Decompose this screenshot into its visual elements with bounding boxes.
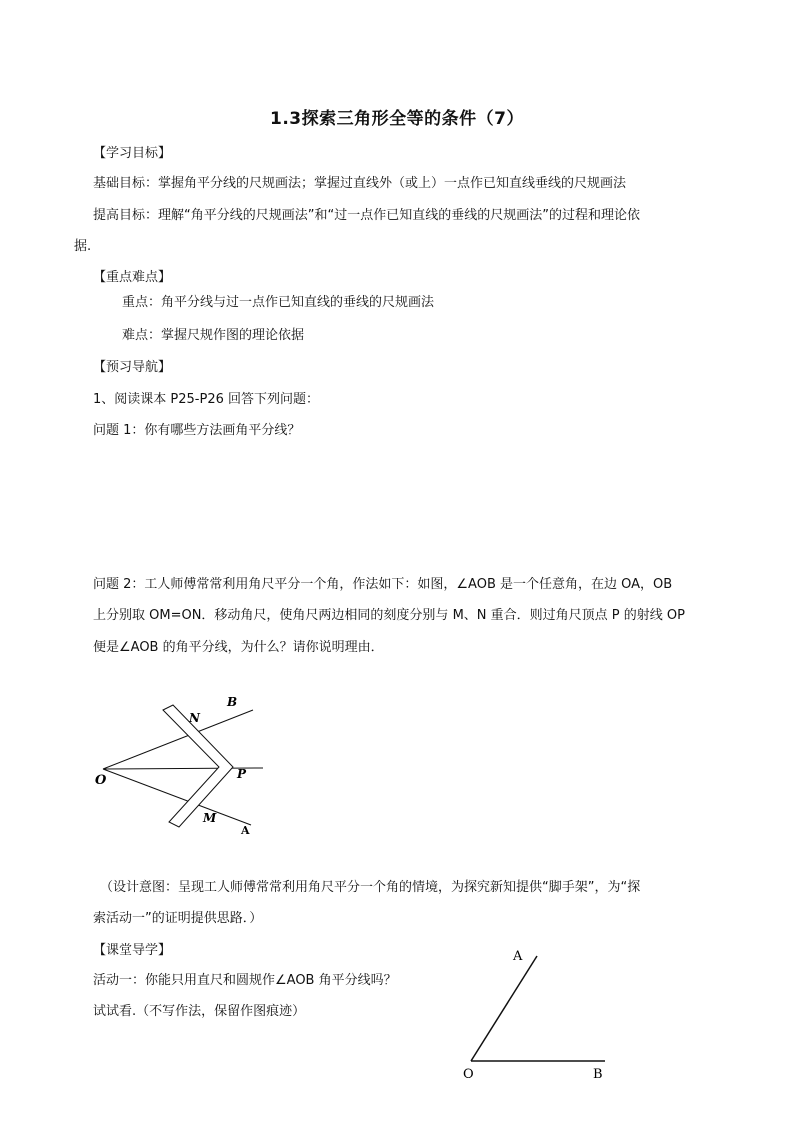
question-2-line3: 便是∠AOB 的角平分线，为什么？请你说明理由． [93, 640, 384, 655]
question-2-line1: 问题 2：工人师傅常常利用角尺平分一个角，作法如下：如图，∠AOB 是一个任意角，在边 OA，OB [93, 577, 673, 592]
angle-aob-figure [455, 940, 615, 1085]
question-2-line2: 上分别取 OM=ON．移动角尺，使角尺两边相同的刻度分别与 M、N 重合．则过角尺顶点 P 的射线 OP [93, 608, 685, 623]
fig2-label-b: B [593, 1067, 603, 1082]
activity-1: 活动一：你能只用直尺和圆规作∠AOB 角平分线吗？ [93, 973, 397, 988]
difficult-point: 难点：掌握尺规作图的理论依据 [122, 328, 305, 343]
activity-instruction: 试试看.（不写作法，保留作图痕迹） [93, 1004, 306, 1019]
key-points-heading: 【重点难点】 [93, 270, 172, 285]
angle-square-figure [85, 688, 285, 848]
preview-heading: 【预习导航】 [93, 360, 172, 375]
label-n: N [189, 711, 200, 725]
classroom-heading: 【课堂导学】 [93, 943, 172, 958]
label-b: B [227, 695, 238, 709]
label-p: P [237, 767, 247, 781]
key-point: 重点：角平分线与过一点作已知直线的垂线的尺规画法 [122, 295, 435, 310]
preview-item-1: 1、阅读课本 P25-P26 回答下列问题： [93, 392, 319, 407]
basic-objective: 基础目标：掌握角平分线的尺规画法；掌握过直线外（或上）一点作已知直线垂线的尺规画法 [93, 176, 627, 191]
advanced-objective-line2: 据. [74, 239, 92, 254]
design-note-line1: （设计意图：呈现工人师傅常常利用角尺平分一个角的情境，为探究新知提供“脚手架”，为“探 [100, 880, 641, 895]
question-1: 问题 1：你有哪些方法画角平分线？ [93, 423, 301, 438]
objectives-heading: 【学习目标】 [93, 146, 172, 161]
advanced-objective-line1: 提高目标：理解“角平分线的尺规画法”和“过一点作已知直线的垂线的尺规画法”的过程和理论依 [93, 208, 640, 223]
ray-oa-line [471, 956, 537, 1061]
fig2-label-o: O [463, 1067, 474, 1082]
label-m: M [203, 811, 217, 825]
label-a: A [241, 824, 250, 837]
design-note-line2: 索活动一”的证明提供思路．） [93, 911, 263, 926]
label-o: O [95, 773, 107, 788]
page-title: 1.3探索三角形全等的条件（7） [270, 109, 524, 129]
fig2-label-a: A [513, 949, 523, 964]
